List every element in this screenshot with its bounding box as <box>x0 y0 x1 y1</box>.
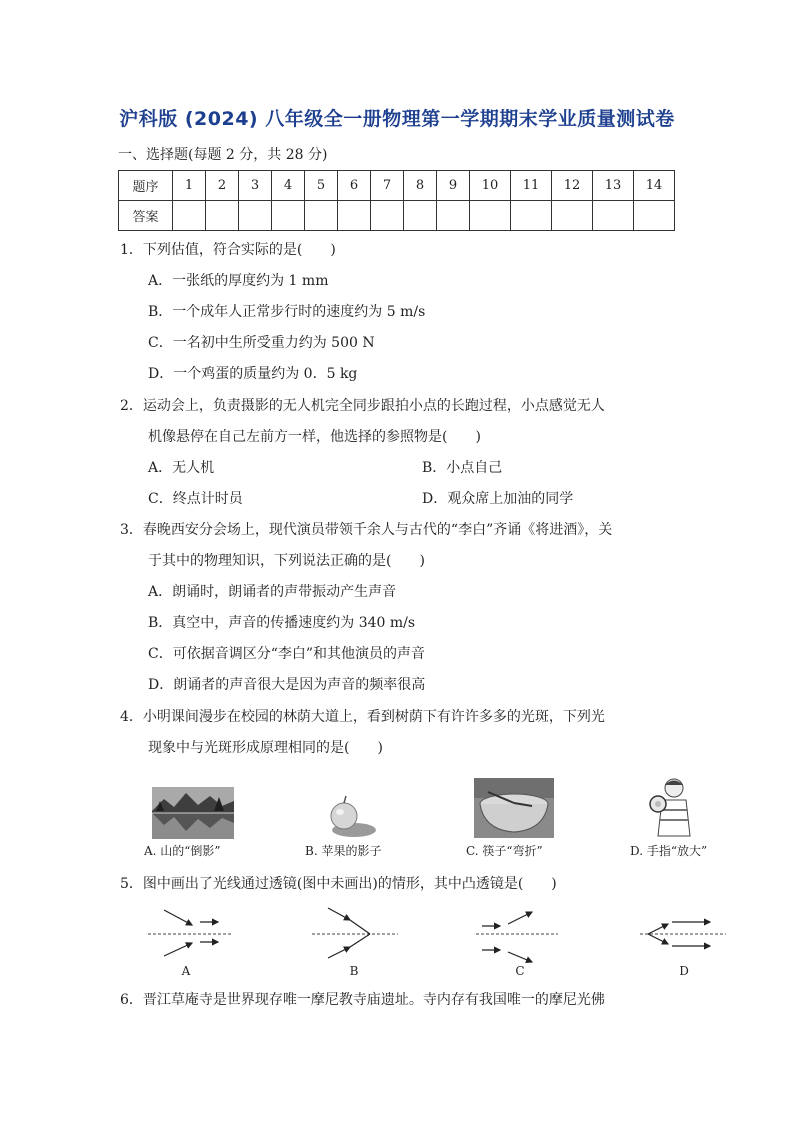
question-5-stem: 5．图中画出了光线通过透镜(图中未画出)的情形，其中凸透镜是( ) <box>120 876 557 892</box>
ray-diagram-b <box>312 908 398 978</box>
question-6-stem: 6．晋江草庵寺是世界现存唯一摩尼教寺庙遗址。寺内存有我国唯一的摩尼光佛 <box>120 992 605 1008</box>
q1-option-b: B．一个成年人正常步行时的速度约为 5 m/s <box>148 304 426 320</box>
q2-option-a: A．无人机 <box>148 460 215 476</box>
question-number: 8 <box>404 171 437 201</box>
row-label: 题序 <box>119 171 173 201</box>
apple-shadow-image <box>320 790 378 840</box>
diagram-label-b: B <box>349 964 359 978</box>
bent-chopsticks-image <box>474 778 554 838</box>
answer-cell[interactable] <box>305 201 338 231</box>
question-number: 9 <box>437 171 470 201</box>
question-number: 10 <box>470 171 511 201</box>
q1-option-c: C．一名初中生所受重力约为 500 N <box>148 335 375 351</box>
lens-ray-diagrams <box>140 900 740 982</box>
question-number: 13 <box>593 171 634 201</box>
q3-option-a: A．朗诵时，朗诵者的声带振动产生声音 <box>148 584 397 600</box>
diagram-label-d: D <box>679 964 689 978</box>
question-number: 4 <box>272 171 305 201</box>
magnified-finger-image <box>648 776 694 838</box>
q2-option-d: D．观众席上加油的同学 <box>422 491 574 507</box>
question-number: 14 <box>634 171 675 201</box>
question-number: 2 <box>206 171 239 201</box>
question-number: 6 <box>338 171 371 201</box>
question-number: 11 <box>511 171 552 201</box>
answer-cell[interactable] <box>634 201 675 231</box>
table-row <box>119 171 675 201</box>
table-row <box>119 201 675 231</box>
answer-cell[interactable] <box>272 201 305 231</box>
row-label: 答案 <box>119 201 173 231</box>
answer-cell[interactable] <box>437 201 470 231</box>
answer-cell[interactable] <box>552 201 593 231</box>
figure-d-caption: D. 手指“放大” <box>630 844 708 858</box>
q2-option-c: C．终点计时员 <box>148 491 243 507</box>
question-number: 1 <box>173 171 206 201</box>
page-title: 沪科版 (2024) 八年级全一册物理第一学期期末学业质量测试卷 <box>119 108 675 130</box>
answer-cell[interactable] <box>371 201 404 231</box>
question-number: 7 <box>371 171 404 201</box>
question-number: 3 <box>239 171 272 201</box>
section-heading: 一、选择题(每题 2 分，共 28 分) <box>118 147 328 163</box>
question-2-stem: 2．运动会上，负责摄影的无人机完全同步跟拍小点的长跑过程，小点感觉无人 <box>120 398 605 414</box>
figure-a-caption: A. 山的“倒影” <box>144 844 221 858</box>
q1-option-d: D．一个鸡蛋的质量约为 0．5 kg <box>148 366 358 382</box>
answer-cell[interactable] <box>338 201 371 231</box>
q1-option-a: A．一张纸的厚度约为 1 mm <box>148 273 329 289</box>
question-2-stem-cont: 机像悬停在自己左前方一样，他选择的参照物是( ) <box>148 429 481 445</box>
q3-option-c: C．可依据音调区分“李白”和其他演员的声音 <box>148 646 426 662</box>
q2-option-b: B．小点自己 <box>422 460 503 476</box>
question-4-stem: 4．小明课间漫步在校园的林荫大道上，看到树荫下有许许多多的光斑，下列光 <box>120 709 605 725</box>
question-number: 5 <box>305 171 338 201</box>
question-1-stem: 1．下列估值，符合实际的是( ) <box>120 242 336 258</box>
question-3-stem: 3．春晚西安分会场上，现代演员带领千余人与古代的“李白”齐诵《将进酒》，关 <box>120 522 613 538</box>
question-3-stem-cont: 于其中的物理知识，下列说法正确的是( ) <box>148 553 425 569</box>
figure-c-caption: C. 筷子“弯折” <box>466 844 543 858</box>
mountain-reflection-image <box>152 787 234 839</box>
ray-diagram-a <box>148 910 232 978</box>
answer-cell[interactable] <box>593 201 634 231</box>
ray-diagram-c <box>476 912 558 978</box>
figure-b-caption: B. 苹果的影子 <box>305 844 382 858</box>
answer-cell[interactable] <box>206 201 239 231</box>
answer-table <box>118 170 675 231</box>
question-number: 12 <box>552 171 593 201</box>
answer-cell[interactable] <box>511 201 552 231</box>
q3-option-b: B．真空中，声音的传播速度约为 340 m/s <box>148 615 416 631</box>
q3-option-d: D．朗诵者的声音很大是因为声音的频率很高 <box>148 677 426 693</box>
diagram-label-c: C <box>515 964 525 978</box>
answer-cell[interactable] <box>470 201 511 231</box>
diagram-label-a: A <box>181 964 191 978</box>
ray-diagram-d <box>640 922 726 978</box>
question-4-stem-cont: 现象中与光斑形成原理相同的是( ) <box>148 740 383 756</box>
answer-cell[interactable] <box>239 201 272 231</box>
answer-cell[interactable] <box>173 201 206 231</box>
answer-cell[interactable] <box>404 201 437 231</box>
